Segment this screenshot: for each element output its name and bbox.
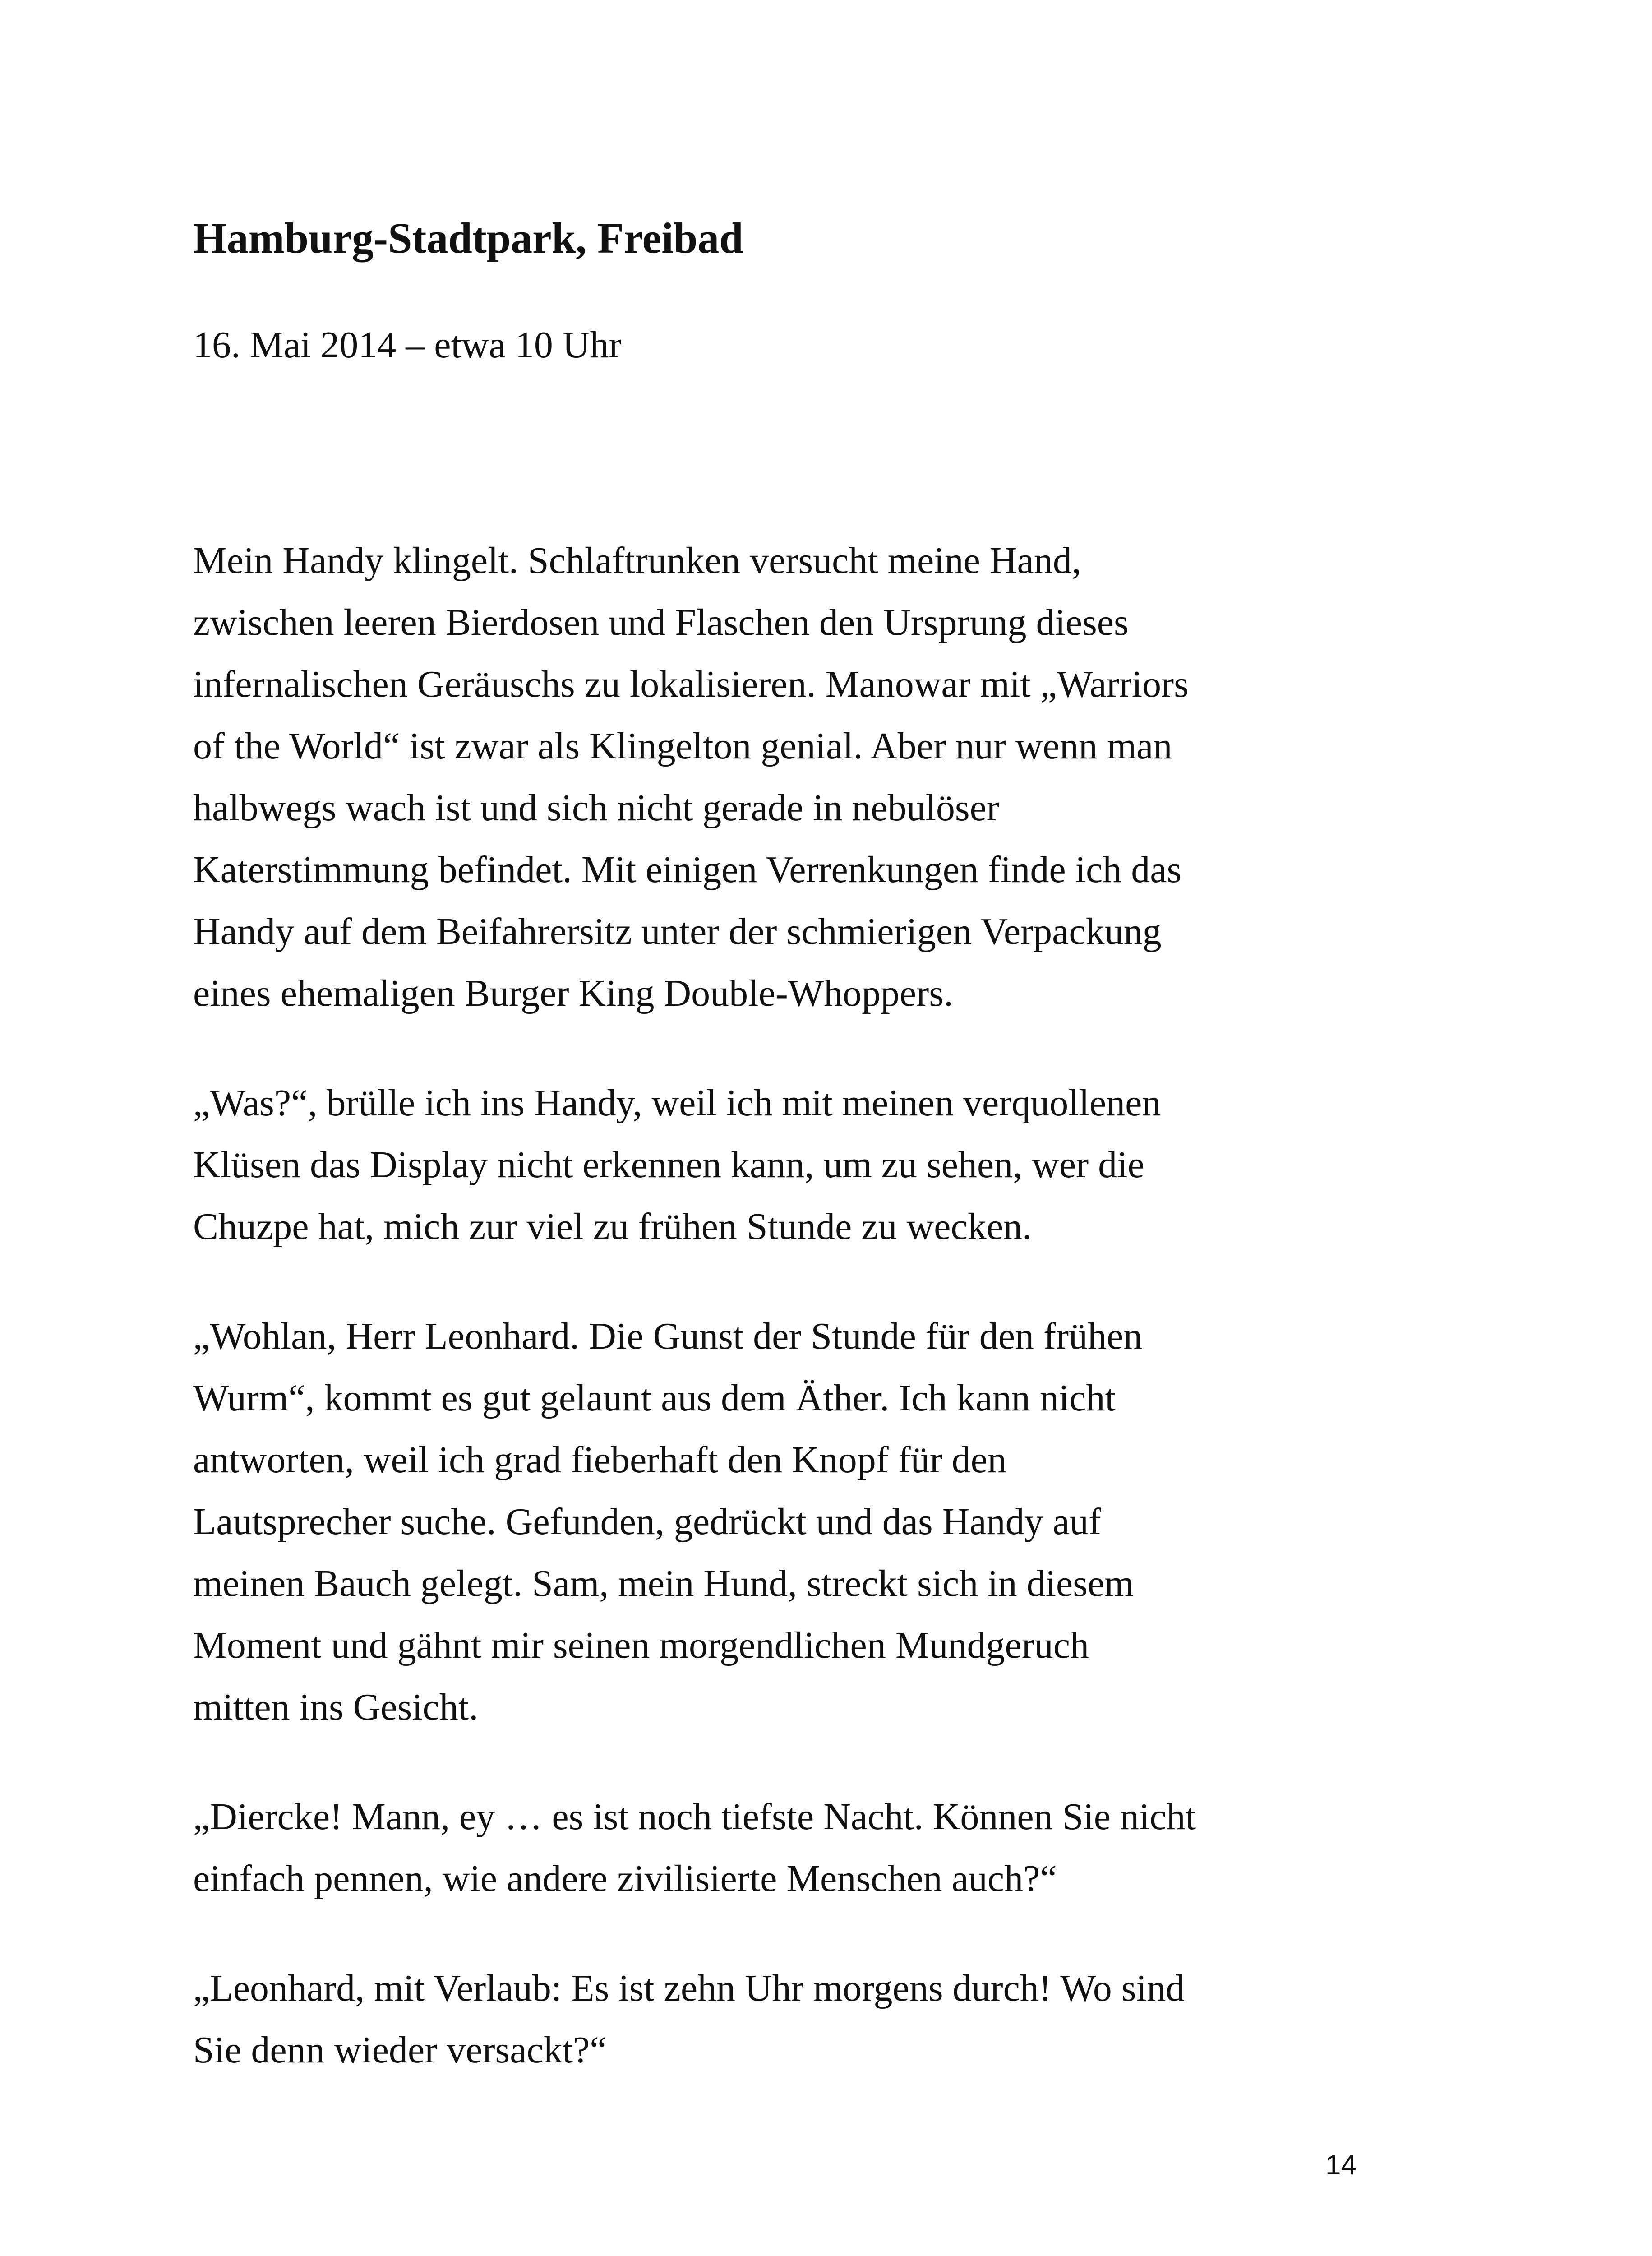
text-line: Chuzpe hat, mich zur viel zu frühen Stunde zu wecken. bbox=[193, 1205, 1032, 1248]
text-line: of the World“ ist zwar als Klingelton genial. Aber nur wenn man bbox=[193, 725, 1172, 767]
page-content bbox=[193, 212, 1384, 2129]
text-line: eines ehemaligen Burger King Double-Whoppers. bbox=[193, 972, 953, 1014]
text-line: „Wohlan, Herr Leonhard. Die Gunst der Stunde für den frühen bbox=[193, 1315, 1143, 1357]
text-line: Lautsprecher suche. Gefunden, gedrückt und das Handy auf bbox=[193, 1500, 1101, 1543]
text-line: Wurm“, kommt es gut gelaunt aus dem Äther. Ich kann nicht bbox=[193, 1377, 1116, 1419]
text-line: Moment und gähnt mir seinen morgendlichen Mundgeruch bbox=[193, 1624, 1089, 1666]
text-line: Handy auf dem Beifahrersitz unter der schmierigen Verpackung bbox=[193, 910, 1162, 952]
text-line: Mein Handy klingelt. Schlaftrunken versucht meine Hand, bbox=[193, 539, 1081, 582]
paragraph bbox=[193, 1072, 1384, 1257]
paragraph bbox=[193, 530, 1384, 1024]
body-text bbox=[193, 530, 1384, 2081]
chapter-heading: Hamburg-Stadtpark, Freibad bbox=[193, 214, 743, 262]
text-line: Sie denn wieder versackt?“ bbox=[193, 2029, 607, 2071]
text-line: halbwegs wach ist und sich nicht gerade in nebulöser bbox=[193, 786, 999, 829]
paragraph bbox=[193, 1957, 1384, 2081]
text-line: Klüsen das Display nicht erkennen kann, um zu sehen, wer die bbox=[193, 1143, 1144, 1186]
paragraph bbox=[193, 1305, 1384, 1738]
text-line: antworten, weil ich grad fieberhaft den Knopf für den bbox=[193, 1438, 1006, 1481]
text-line: meinen Bauch gelegt. Sam, mein Hund, streckt sich in diesem bbox=[193, 1562, 1134, 1604]
text-line: „Diercke! Mann, ey … es ist noch tiefste Nacht. Können Sie nicht bbox=[193, 1795, 1196, 1838]
text-line: „Was?“, brülle ich ins Handy, weil ich mit meinen verquollenen bbox=[193, 1082, 1161, 1124]
text-line: infernalischen Geräuschs zu lokalisieren. Manowar mit „Warriors bbox=[193, 663, 1189, 705]
text-line: Katerstimmung befindet. Mit einigen Verrenkungen finde ich das bbox=[193, 848, 1182, 891]
date-line: 16. Mai 2014 – etwa 10 Uhr bbox=[193, 324, 622, 366]
text-line: einfach pennen, wie andere zivilisierte Menschen auch?“ bbox=[193, 1857, 1057, 1900]
page-number: 14 bbox=[1325, 2150, 1357, 2181]
text-line: zwischen leeren Bierdosen und Flaschen den Ursprung dieses bbox=[193, 601, 1129, 643]
paragraph bbox=[193, 1786, 1384, 1909]
text-line: mitten ins Gesicht. bbox=[193, 1686, 479, 1728]
text-line: „Leonhard, mit Verlaub: Es ist zehn Uhr morgens durch! Wo sind bbox=[193, 1967, 1185, 2009]
